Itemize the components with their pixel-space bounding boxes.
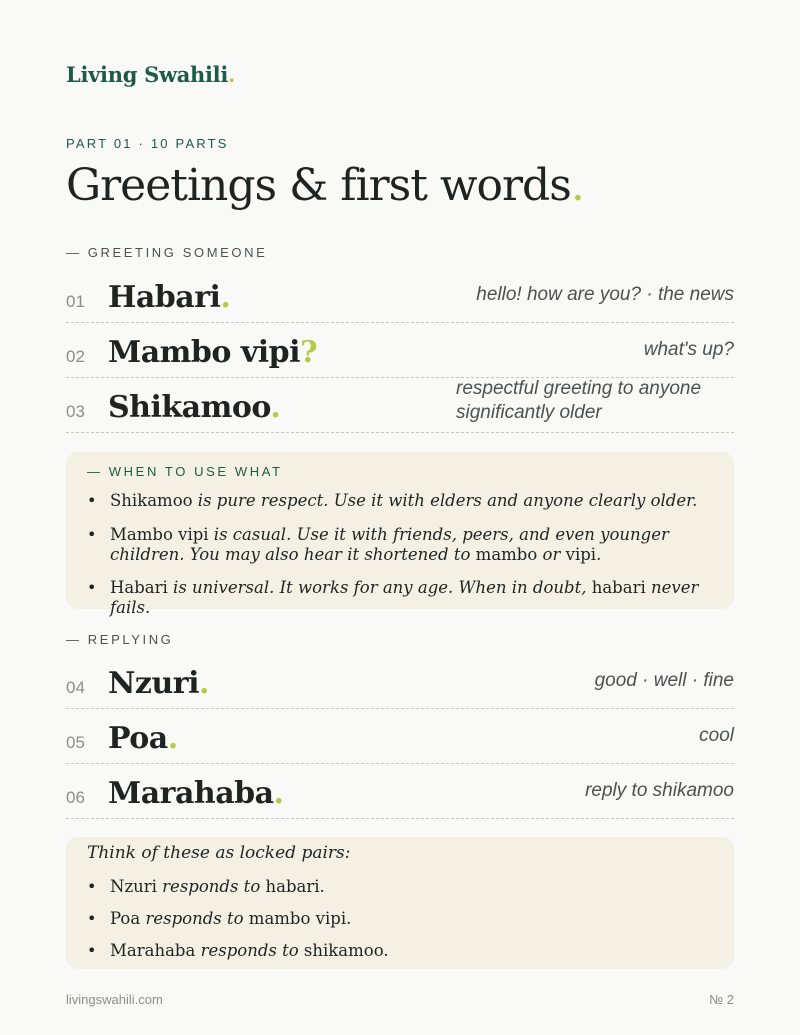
usage-note-item: • Mambo vipi is casual. Use it with friends, peers, and even younger children. You may also hear it shortened to mambo or vipi. — [87, 525, 669, 564]
title-dot: . — [570, 160, 584, 211]
usage-note-card — [66, 452, 734, 617]
brand-dot: . — [228, 62, 236, 87]
brand-logo[interactable] — [66, 62, 235, 87]
pairs-note-item: • Nzuri responds to habari. — [87, 877, 325, 896]
usage-note-label: — WHEN TO USE WHAT — [87, 464, 283, 479]
entry-number: 02 — [66, 347, 85, 366]
vocab-entry — [66, 708, 734, 764]
footer-site-link[interactable]: livingswahili.com — [66, 992, 163, 1007]
usage-note-item: • Shikamoo is pure respect. Use it with elders and anyone clearly older. — [87, 491, 698, 510]
vocab-entry — [66, 653, 734, 709]
part-kicker: PART 01 · 10 PARTS — [66, 136, 229, 151]
bullet: • — [87, 877, 97, 896]
entry-meaning: reply to shikamoo — [585, 780, 734, 801]
entry-word: Poa. — [108, 721, 178, 756]
entry-meaning: respectful greeting to anyone significantly older — [456, 378, 702, 423]
entry-number: 04 — [66, 678, 85, 697]
section-label-greeting: — GREETING SOMEONE — [66, 245, 268, 260]
vocab-entry — [66, 763, 734, 819]
vocab-entry — [66, 267, 734, 323]
usage-note-item: • Habari is universal. It works for any age. When in doubt, habari never fails. — [87, 578, 699, 617]
entry-word: Mambo vipi? — [108, 335, 318, 370]
section-label-replying: — REPLYING — [66, 632, 174, 647]
entry-number: 01 — [66, 292, 85, 311]
pairs-note-item: • Marahaba responds to shikamoo. — [87, 941, 389, 960]
bullet: • — [87, 909, 97, 928]
pairs-note-card — [66, 837, 734, 969]
page-number: № 2 — [709, 992, 734, 1007]
title-text: Greetings & first words — [66, 160, 571, 211]
bullet: • — [87, 578, 97, 597]
pairs-note-list — [66, 877, 734, 961]
page-title — [66, 160, 584, 211]
entry-word: Shikamoo. — [108, 390, 281, 425]
entry-word: Marahaba. — [108, 776, 284, 811]
entry-meaning: cool — [699, 725, 734, 746]
entry-meaning: what's up? — [643, 339, 734, 360]
bullet: • — [87, 941, 97, 960]
usage-note-list — [66, 491, 734, 618]
vocab-entry — [66, 377, 734, 433]
pairs-note-intro: Think of these as locked pairs: — [87, 843, 351, 863]
vocab-entry — [66, 322, 734, 378]
entry-meaning: hello! how are you? · the news — [476, 284, 734, 305]
bullet: • — [87, 491, 97, 510]
entry-word: Habari. — [108, 280, 231, 315]
entry-number: 03 — [66, 402, 85, 421]
entry-meaning: good · well · fine — [594, 670, 734, 691]
bullet: • — [87, 525, 97, 544]
pairs-note-item: • Poa responds to mambo vipi. — [87, 909, 352, 928]
entry-word: Nzuri. — [108, 666, 209, 701]
entry-number: 05 — [66, 733, 85, 752]
brand-name: Living Swahili — [66, 62, 229, 87]
entry-number: 06 — [66, 788, 85, 807]
